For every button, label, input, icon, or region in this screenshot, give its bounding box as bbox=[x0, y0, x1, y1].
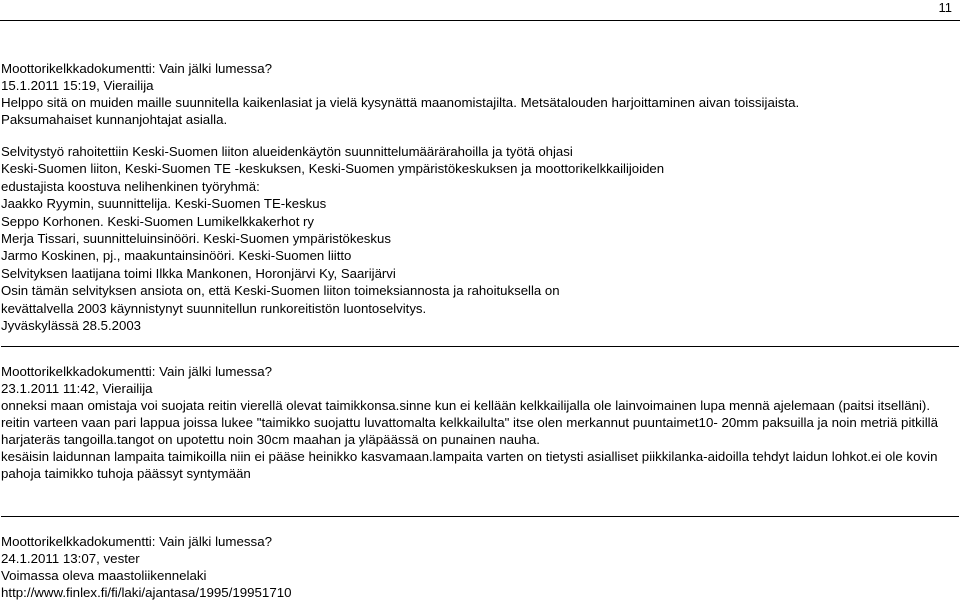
comment-title[interactable]: Moottorikelkkadokumentti: Vain jälki lumessa? bbox=[1, 534, 272, 549]
comment-title[interactable]: Moottorikelkkadokumentti: Vain jälki lumessa? bbox=[1, 61, 272, 76]
quote-line: Keski-Suomen liiton, Keski-Suomen TE -keskuksen, Keski-Suomen ympäristökeskuksen ja moottorikelkkailijoiden bbox=[1, 161, 665, 177]
quote-line: Seppo Korhonen. Keski-Suomen Lumikelkkakerhot ry bbox=[1, 213, 315, 229]
comment-3 bbox=[1, 533, 956, 601]
page-number: 11 bbox=[938, 0, 952, 15]
comment-text-paragraph: kesäisin laidunnan lampaita taimikoilla niin ei pääse heinikko kasvamaan.lampaita varten on tietysti asialliset piikkilanka-aidoilla tehdyt laidun lohkot.ei ole kovin pahoja taimikko tuhoja päässyt syntymään bbox=[1, 449, 938, 481]
quote-line: Osin tämän selvityksen ansiota on, että Keski-Suomen liiton toimeksiannosta ja rahoituksella on bbox=[1, 283, 560, 299]
quote-line: Selvityksen laatijana toimi Ilkka Mankonen, Horonjärvi Ky, Saarijärvi bbox=[1, 265, 396, 281]
quote-line: Merja Tissari, suunnitteluinsinööri. Keski-Suomen ympäristökeskus bbox=[1, 231, 391, 247]
comment-separator bbox=[1, 516, 959, 517]
quote-line: Jyväskylässä 28.5.2003 bbox=[1, 318, 142, 334]
comment-text-line: Paksumahaiset kunnanjohtajat asialla. bbox=[1, 112, 228, 127]
comment-text-line: Helppo sitä on muiden maille suunnitella kaikenlasiat ja vielä kysynättä maanomistajilta. Metsätalouden harjoittaminen aivan toissijaista. bbox=[1, 95, 800, 110]
comment-separator bbox=[1, 346, 959, 347]
comment-2 bbox=[1, 363, 956, 482]
header-divider bbox=[0, 20, 960, 21]
comment-meta: 23.1.2011 11:42, Vierailija bbox=[1, 381, 153, 396]
comment-link[interactable]: http://www.finlex.fi/fi/laki/ajantasa/1995/19951710 bbox=[1, 585, 292, 600]
comment-text-line: Voimassa oleva maastoliikennelaki bbox=[1, 568, 207, 583]
comment-title[interactable]: Moottorikelkkadokumentti: Vain jälki lumessa? bbox=[1, 364, 272, 379]
comment-meta: 24.1.2011 13:07, vester bbox=[1, 551, 140, 566]
comment-text-paragraph: onneksi maan omistaja voi suojata reitin vierellä olevat taimikkonsa.sinne kun ei kellään kelkkailijalla ole lainvoimainen lupa mennä ajelemaan (paitsi itselläni). bbox=[1, 398, 931, 413]
comment-1 bbox=[1, 60, 956, 128]
comment-text-paragraph: reitin varteen vaan pari lappua joissa lukee "taimikko suojattu luvattomalta kelkkailulta" itse olen merkannut puuntaimet10- 20mm paksuilla ja noin metriä pitkillä harjateräs tangoilla.tangot on upotettu noin 30cm maahan ja yläpäässä on punainen nauha. bbox=[1, 415, 939, 447]
comment-meta: 15.1.2011 15:19, Vierailija bbox=[1, 78, 154, 93]
quote-line: kevättalvella 2003 käynnistynyt suunnitellun runkoreitistön luontoselvitys. bbox=[1, 300, 427, 316]
quote-line: Selvitystyö rahoitettiin Keski-Suomen liiton alueidenkäytön suunnittelumäärärahoilla ja työtä ohjasi bbox=[1, 144, 573, 159]
quote-line: edustajista koostuva nelihenkinen työryhmä: bbox=[1, 178, 260, 194]
quoted-text bbox=[1, 143, 956, 334]
quote-line: Jarmo Koskinen, pj., maakuntainsinööri. Keski-Suomen liitto bbox=[1, 248, 352, 264]
quote-line: Jaakko Ryymin, suunnittelija. Keski-Suomen TE-keskus bbox=[1, 196, 327, 212]
